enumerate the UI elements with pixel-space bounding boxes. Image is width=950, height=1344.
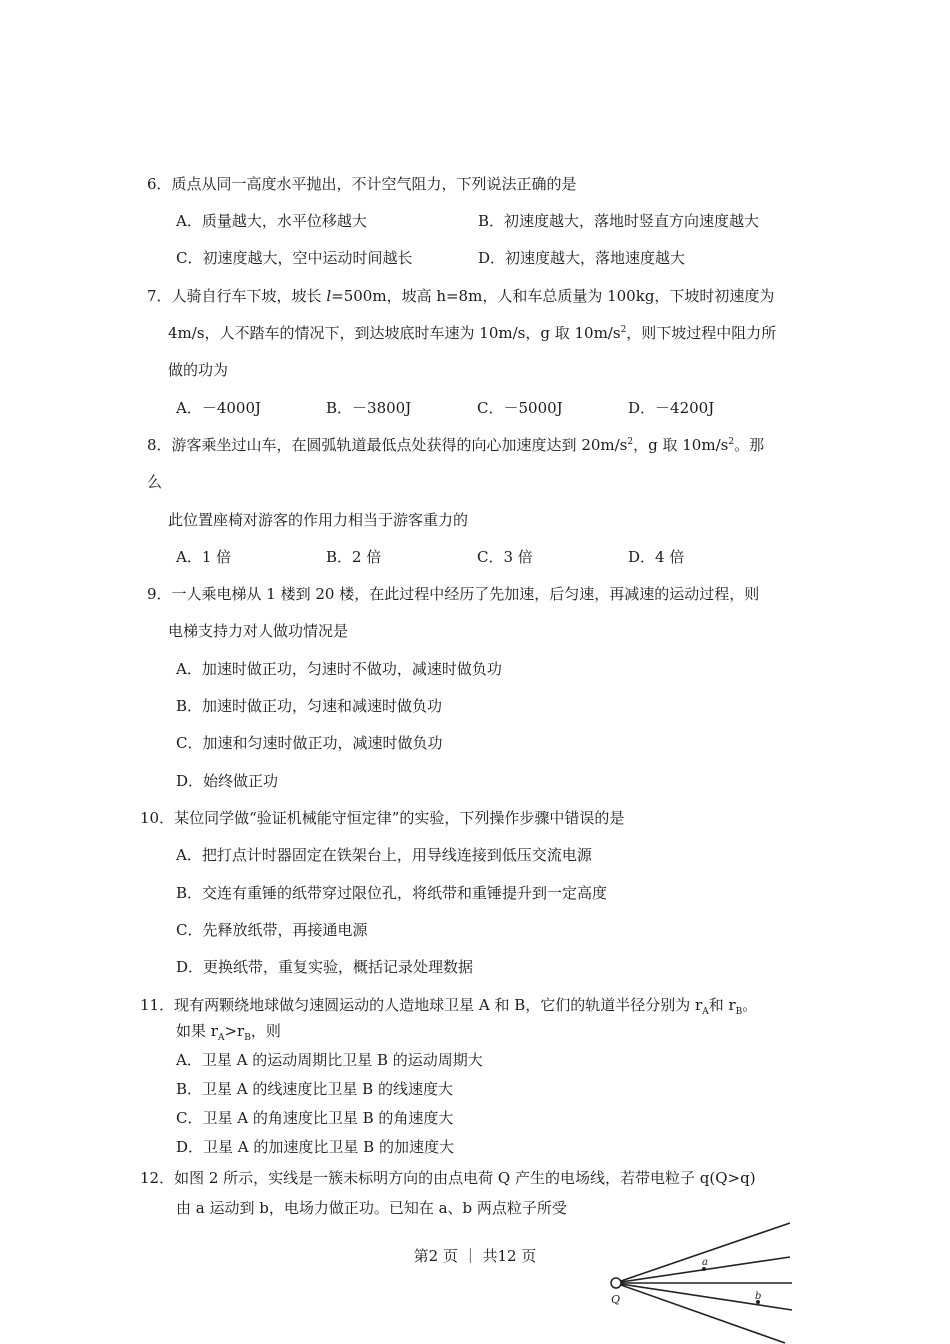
q7-stem-line1: 7．人骑自行车下坡，坡长 l=500m，坡高 h=8m，人和车总质量为 100kg，下坡时初速度为 xyxy=(147,287,775,305)
q7-option-c: C．－5000J xyxy=(477,399,563,417)
field-line xyxy=(621,1223,790,1281)
electric-field-figure xyxy=(600,1215,800,1344)
q11-option-a: A．卫星 A 的运动周期比卫星 B 的运动周期大 xyxy=(176,1051,483,1069)
q8-stem-line1: 8．游客乘坐过山车，在圆弧轨道最低点处获得的向心加速度达到 $20m/s^2$，g 取 $10m/s^2$。那 xyxy=(147,436,765,454)
q6-option-c: C．初速度越大，空中运动时间越长 xyxy=(176,249,413,267)
q8-stem-line2: 么 xyxy=(147,473,163,491)
q7-option-d: D．－4200J xyxy=(628,399,715,417)
q11-option-c: C．卫星 A 的角速度比卫星 B 的角速度大 xyxy=(176,1109,454,1127)
q9-option-d: D．始终做正功 xyxy=(176,772,279,790)
q9-stem-line1: 9．一人乘电梯从 1 楼到 20 楼，在此过程中经历了先加速，后匀速，再减速的运动过程，则 xyxy=(147,585,760,603)
q11-option-d: D．卫星 A 的加速度比卫星 B 的加速度大 xyxy=(176,1138,454,1156)
q7-stem-line3: 做的功为 xyxy=(168,361,229,379)
q6-stem: 6．质点从同一高度水平抛出，不计空气阻力，下列说法正确的是 xyxy=(147,175,577,193)
q6-option-b: B．初速度越大，落地时竖直方向速度越大 xyxy=(478,212,760,230)
q11-stem-line1: 11．现有两颗绕地球做匀速圆运动的人造地球卫星 A 和 B，它们的轨道半径分别为 $r_A$和 $r_B$。 xyxy=(140,996,758,1017)
q10-option-d: D．更换纸带，重复实验，概括记录处理数据 xyxy=(176,958,474,976)
q10-option-a: A．把打点计时器固定在铁架台上，用导线连接到低压交流电源 xyxy=(176,846,592,864)
q10-stem: 10．某位同学做“验证机械能守恒定律”的实验，下列操作步骤中错误的是 xyxy=(140,809,625,827)
page-footer: 第2 页 ｜ 共12 页 xyxy=(413,1247,537,1265)
q8-option-a: A．1 倍 xyxy=(176,548,232,566)
q7-option-b: B．－3800J xyxy=(326,399,412,417)
q9-option-c: C．加速和匀速时做正功，减速时做负功 xyxy=(176,734,443,752)
q12-stem-line2: 由 a 运动到 b，电场力做正功。已知在 a、b 两点粒子所受 xyxy=(176,1199,567,1217)
q8-option-c: C．3 倍 xyxy=(477,548,533,566)
q10-option-c: C．先释放纸带，再接通电源 xyxy=(176,921,368,939)
q8-option-b: B．2 倍 xyxy=(326,548,382,566)
q11-option-b: B．卫星 A 的线速度比卫星 B 的线速度大 xyxy=(176,1080,453,1098)
label-q: Q xyxy=(611,1293,621,1306)
q9-option-b: B．加速时做正功，匀速和减速时做负功 xyxy=(176,697,443,715)
q6-option-a: A．质量越大，水平位移越大 xyxy=(176,212,367,230)
label-b: b xyxy=(755,1291,762,1302)
label-a: a xyxy=(702,1257,708,1268)
q6-option-d: D．初速度越大，落地速度越大 xyxy=(478,249,686,267)
q8-stem-line3: 此位置座椅对游客的作用力相当于游客重力的 xyxy=(168,511,469,529)
q9-stem-line2: 电梯支持力对人做功情况是 xyxy=(168,622,349,640)
q11-stem-line2: 如果 $r_A>r_B$，则 xyxy=(176,1022,281,1043)
q12-stem-line1: 12．如图 2 所示，实线是一簇未标明方向的由点电荷 Q 产生的电场线，若带电粒子 q(Q>q) xyxy=(140,1169,756,1187)
charge-q-circle xyxy=(611,1278,621,1288)
field-line xyxy=(621,1284,792,1310)
q9-option-a: A．加速时做正功，匀速时不做功，减速时做负功 xyxy=(176,660,502,678)
q7-option-a: A．－4000J xyxy=(176,399,262,417)
q10-option-b: B．交连有重锤的纸带穿过限位孔，将纸带和重锤提升到一定高度 xyxy=(176,884,608,902)
q7-stem-line2: 4m/s，人不踏车的情况下，到达坡底时车速为 10m/s，g 取 $10m/s^2$，则下坡过程中阻力所 xyxy=(168,324,777,342)
q8-option-d: D．4 倍 xyxy=(628,548,685,566)
